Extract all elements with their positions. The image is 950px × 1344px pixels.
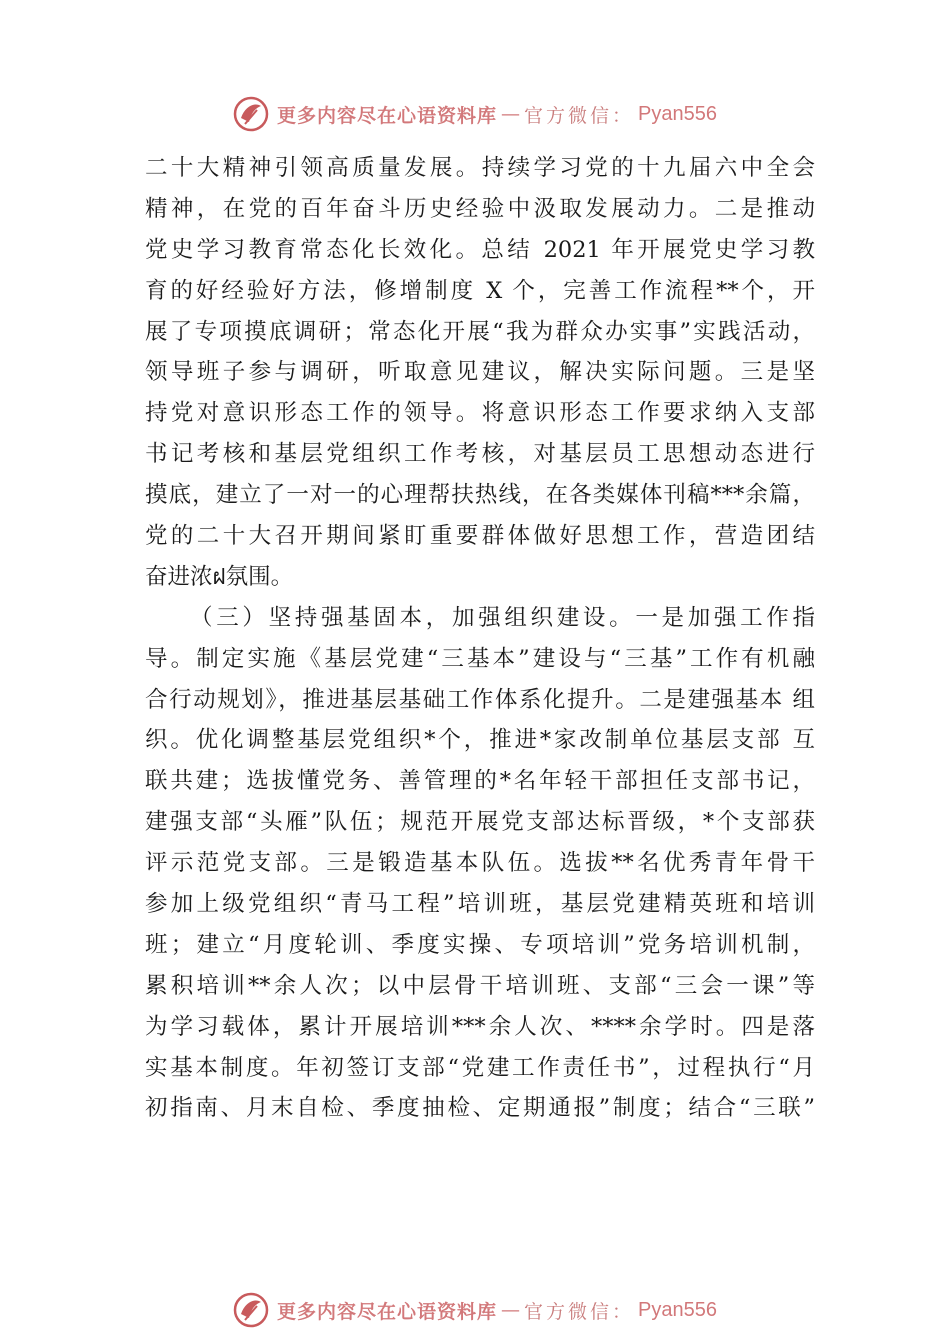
- text-line: 展了专项摸底调研；常态化开展“我为群众办实事”实践活动，: [145, 318, 815, 345]
- text-line: 奋进浓ฝ氛围。: [145, 563, 294, 590]
- text-line: 联共建；选拔懂党务、善管理的*名年轻干部担任支部书记，: [145, 768, 815, 795]
- text-line: 为学习载体，累计开展培训***余人次、****余学时。四是落: [145, 1013, 815, 1040]
- text-line: 建强支部“头雁”队伍；规范开展党支部达标晋级，*个支部获: [145, 809, 815, 836]
- banner-separator: —: [501, 1299, 521, 1321]
- text-line: 育的好经验好方法，修增制度 X 个，完善工作流程**个，开: [145, 277, 815, 304]
- text-line: 摸底，建立了一对一的心理帮扶热线，在各类媒体刊稿***余篇，: [145, 482, 815, 509]
- brand-logo-icon: [233, 96, 269, 132]
- banner-main-text: 更多内容尽在心语资料库: [277, 1300, 498, 1323]
- section-heading-line: （三）坚持强基固本，加强组织建设。一是加强工作指: [190, 604, 815, 631]
- text-line: 二十大精神引领高质量发展。持续学习党的十九届六中全会: [145, 155, 815, 181]
- document-body: [145, 148, 815, 1129]
- banner-wechat-label: 官方微信：: [524, 104, 635, 127]
- text-line: 党的二十大召开期间紧盯重要群体做好思想工作，营造团结: [145, 523, 815, 550]
- text-line: 书记考核和基层党组织工作考核，对基层员工思想动态进行: [145, 441, 815, 468]
- text-line: 合行动规划》，推进基层基础工作体系化提升。二是建强基本 组: [145, 686, 815, 713]
- banner-wechat-id: Pyan556: [638, 1298, 717, 1321]
- text-line: 织。优化调整基层党组织*个，推进*家改制单位基层支部 互: [145, 727, 815, 754]
- text-line: 精神，在党的百年奋斗历史经验中汲取发展动力。二是推动: [145, 195, 815, 222]
- text-line: 领导班子参与调研，听取意见建议，解决实际问题。三是坚: [145, 359, 815, 386]
- text-line: 累积培训**余人次；以中层骨干培训班、支部“三会一课”等: [145, 972, 815, 999]
- text-line: 党史学习教育常态化长效化。总结 2021 年开展党史学习教: [145, 236, 815, 263]
- text-line: 初指南、月末自检、季度抽检、定期通报”制度；结合“三联”: [145, 1095, 815, 1122]
- banner-wechat-label: 官方微信：: [524, 1300, 635, 1323]
- banner-separator: —: [501, 103, 521, 125]
- text-line: 参加上级党组织“青马工程”培训班，基层党建精英班和培训: [145, 891, 815, 918]
- footer-watermark-banner: [0, 1288, 950, 1332]
- brand-logo-icon: [233, 1292, 269, 1328]
- text-line: 持党对意识形态工作的领导。将意识形态工作要求纳入支部: [145, 400, 815, 427]
- text-line: 导。制定实施《基层党建“三基本”建设与“三基”工作有机融: [145, 645, 815, 672]
- banner-wechat-id: Pyan556: [638, 102, 717, 125]
- header-watermark-banner: [0, 92, 950, 136]
- banner-main-text: 更多内容尽在心语资料库: [277, 104, 498, 127]
- text-line: 实基本制度。年初签订支部“党建工作责任书”，过程执行“月: [145, 1054, 815, 1081]
- text-line: 班；建立“月度轮训、季度实操、专项培训”党务培训机制，: [145, 931, 815, 958]
- text-line: 评示范党支部。三是锻造基本队伍。选拔**名优秀青年骨干: [145, 850, 815, 877]
